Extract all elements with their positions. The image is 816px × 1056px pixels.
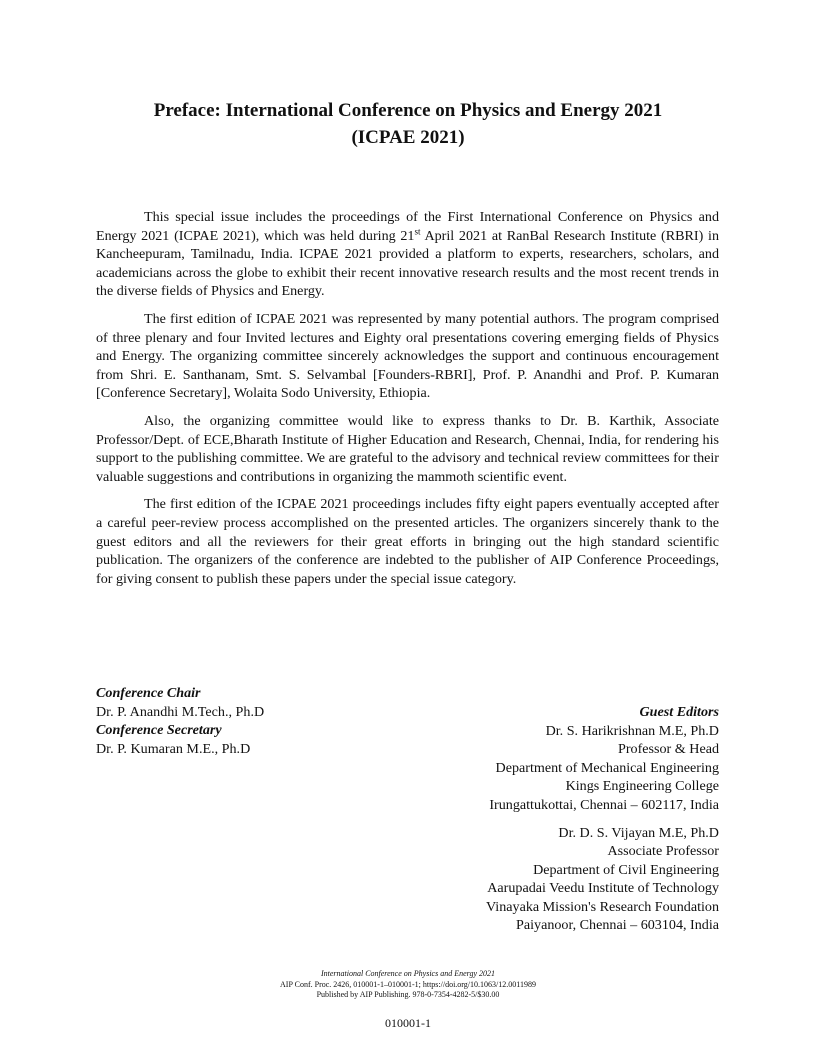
page-title [0, 97, 816, 151]
page-footer [0, 969, 816, 1001]
footer-conference: International Conference on Physics and Energy 2021 [320, 969, 496, 978]
editor-2-foundation: Vinayaka Mission's Research Foundation [485, 898, 719, 915]
guest-editor-2 [486, 824, 719, 935]
editor-2-department: Department of Civil Engineering [533, 861, 719, 878]
title-line-1: Preface: International Conference on Physics and Energy 2021 [153, 100, 663, 121]
page-number: 010001-1 [385, 1016, 431, 1030]
editor-1-name: Dr. S. Harikrishnan M.E, Ph.D [545, 722, 719, 739]
paragraph-1: This special issue includes the proceedings of the First International Conference on Physics and Energy 2021 (ICPAE 2021), which was held during 21st April 2021 at RanBal Research Institute (RBRI) in Kancheepuram, Tamilnadu, India. ICPAE 2021 provided a platform to experts, researchers, scholars, and academicians across the globe to exhibit their recent innovative research results and the most recent trends in the diverse fields of Physics and Energy. [96, 209, 719, 300]
editor-2-address: Paiyanoor, Chennai – 603104, India [516, 917, 719, 933]
guest-editors-role: Guest Editors [639, 704, 719, 720]
conference-chair-name: Dr. P. Anandhi M.Tech., Ph.D [96, 703, 265, 720]
editor-1-position: Professor & Head [618, 741, 719, 757]
organizers-block [96, 684, 264, 758]
editor-2-position: Associate Professor [607, 843, 719, 859]
title-line-2: (ICPAE 2021) [351, 127, 465, 148]
editor-1-institution: Kings Engineering College [565, 778, 719, 794]
paragraph-3: Also, the organizing committee would like to express thanks to Dr. B. Karthik, Associate Professor/Dept. of ECE,Bharath Institute of Higher Education and Research, Chennai, India, for rendering his support to the publishing committee. We are grateful to the advisory and technical review committees for their valuable suggestions and contributions in organizing the mammoth scientific event. [96, 412, 719, 485]
footer-citation: AIP Conf. Proc. 2426, 010001-1–010001-1; https://doi.org/10.1063/12.0011989 [280, 979, 536, 989]
preface-body [96, 208, 719, 597]
guest-editors-block [486, 703, 719, 935]
paragraph-4: The first edition of the ICPAE 2021 proceedings includes fifty eight papers eventually accepted after a careful peer-review process accomplished on the presented articles. The organizers sincerely thank to the guest editors and all the reviewers for their great efforts in bringing out the high standard scientific publication. The organizers of the conference are indebted to the publisher of AIP Conference Proceedings, for giving consent to publish these papers under the special issue category. [96, 496, 719, 587]
editor-2-institution: Aarupadai Veedu Institute of Technology [487, 880, 719, 896]
conference-secretary-name: Dr. P. Kumaran M.E., Ph.D [96, 740, 251, 757]
editor-1-department: Department of Mechanical Engineering [495, 759, 719, 776]
guest-editor-1 [486, 722, 719, 815]
editor-1-address: Irungattukottai, Chennai – 602117, India [489, 796, 719, 813]
paragraph-2: The first edition of ICPAE 2021 was represented by many potential authors. The program comprised of three plenary and four Invited lectures and Eighty oral presentations covering emerging fields of Physics and Energy. The organizing committee sincerely acknowledges the support and continuous encouragement from Shri. E. Santhanam, Smt. S. Selvambal [Founders-RBRI], Prof. P. Anandhi and Prof. P. Kumaran [Conference Secretary], Wolaita Sodo University, Ethiopia. [96, 310, 719, 402]
editor-2-name: Dr. D. S. Vijayan M.E, Ph.D [558, 824, 719, 841]
conference-secretary-role: Conference Secretary [96, 722, 222, 738]
conference-chair-role: Conference Chair [96, 685, 201, 701]
footer-publisher: Published by AIP Publishing. 978-0-7354-4282-5/$30.00 [316, 990, 500, 999]
